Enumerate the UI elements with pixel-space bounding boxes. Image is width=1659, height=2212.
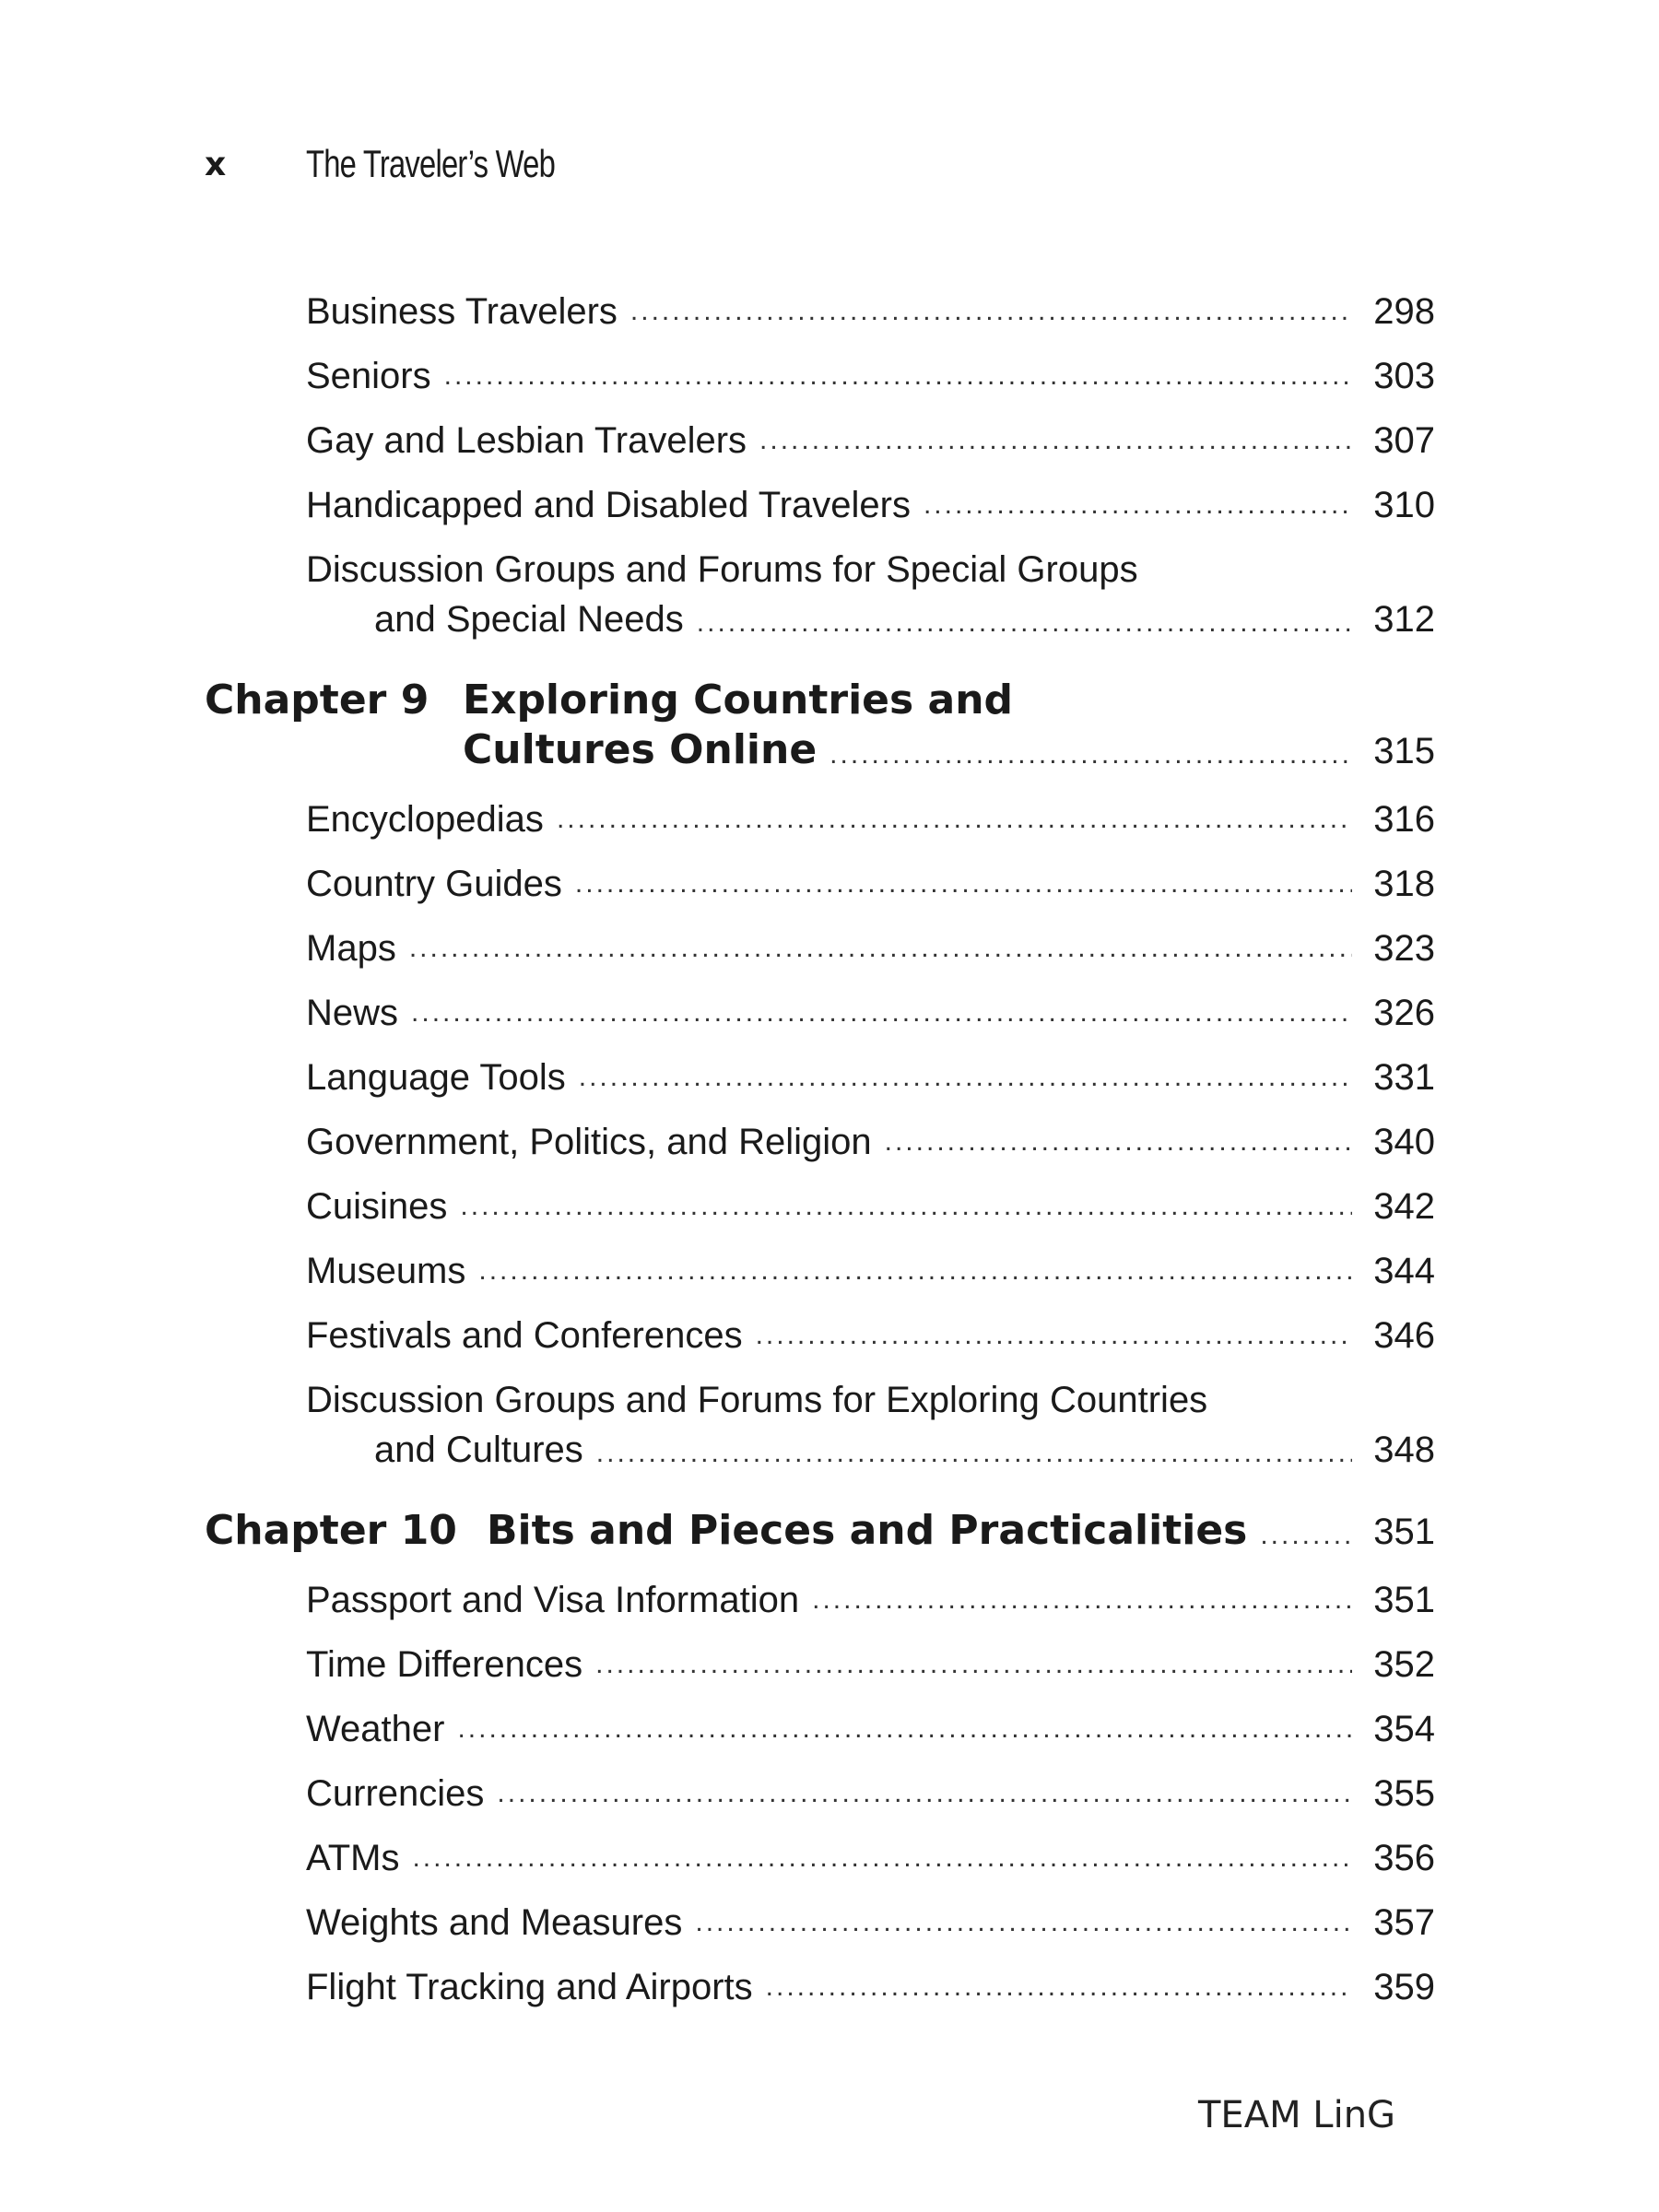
chapter-page: 351 (1373, 1512, 1435, 1552)
toc-entry-label: Weights and Measures (306, 1902, 683, 1943)
dot-leader (924, 480, 1352, 530)
toc-entry-page: 340 (1373, 1122, 1435, 1162)
toc-entry-page: 359 (1373, 1967, 1435, 2007)
toc-entry (205, 909, 1435, 973)
toc-entry-page: 352 (1373, 1644, 1435, 1685)
toc-entry (205, 1296, 1435, 1360)
toc-entry-label: Time Differences (306, 1644, 583, 1685)
chapter-title: Bits and Pieces and Practicalities (487, 1507, 1248, 1554)
dot-leader (497, 1769, 1352, 1818)
toc-entry (205, 1102, 1435, 1167)
toc-entry-page: 356 (1373, 1838, 1435, 1878)
toc-entry-label: Cuisines (306, 1186, 448, 1227)
dot-leader (478, 1246, 1352, 1296)
toc-entry-page: 318 (1373, 864, 1435, 904)
toc-entry (205, 1167, 1435, 1231)
toc-entry-label: ATMs (306, 1838, 400, 1878)
toc-entry-label: Handicapped and Disabled Travelers (306, 485, 911, 525)
toc-entry (205, 1883, 1435, 1947)
toc-entry-page: 357 (1373, 1902, 1435, 1943)
dot-leader (595, 1640, 1352, 1689)
chapter-title: Exploring Countries and (463, 677, 1014, 724)
dot-leader (575, 859, 1352, 909)
toc-entry (205, 1818, 1435, 1883)
toc-entry-label: Seniors (306, 356, 431, 396)
toc-entry-page: 355 (1373, 1773, 1435, 1814)
chapter-heading (205, 648, 1435, 780)
dot-leader (885, 1117, 1352, 1167)
toc-entry-label-continued: and Cultures (374, 1430, 583, 1470)
dot-leader (444, 351, 1352, 401)
toc-entry-label: Gay and Lesbian Travelers (306, 420, 747, 461)
toc-entry-multiline (205, 530, 1435, 648)
toc-entry-page: 354 (1373, 1709, 1435, 1749)
chapter-page: 315 (1373, 731, 1435, 771)
dot-leader (457, 1704, 1352, 1754)
toc-entry-page: 316 (1373, 799, 1435, 840)
toc-entry-page: 351 (1373, 1580, 1435, 1620)
dot-leader (412, 1833, 1352, 1883)
toc-entry-page: 326 (1373, 993, 1435, 1033)
dot-leader (596, 1429, 1352, 1478)
toc-entry-page: 298 (1373, 291, 1435, 332)
toc-entry-page: 342 (1373, 1186, 1435, 1227)
chapter-heading (205, 1478, 1435, 1560)
toc-entry (205, 336, 1435, 401)
toc-entry-page: 331 (1373, 1057, 1435, 1098)
toc-entry-page: 346 (1373, 1315, 1435, 1356)
toc-entry-label: Maps (306, 928, 396, 969)
dot-leader (409, 924, 1352, 973)
toc-entry-page: 310 (1373, 485, 1435, 525)
dot-leader (766, 1962, 1352, 2012)
toc-entry-label: Passport and Visa Information (306, 1580, 800, 1620)
toc-entry (205, 1625, 1435, 1689)
toc-entry-page: 348 (1373, 1430, 1435, 1470)
dot-leader (759, 416, 1352, 465)
toc-entry-multiline (205, 1360, 1435, 1478)
toc-entry-label: Weather (306, 1709, 445, 1749)
toc-entry (205, 272, 1435, 336)
dot-leader (756, 1311, 1352, 1360)
toc-entry (205, 973, 1435, 1038)
dot-leader (579, 1053, 1352, 1102)
toc-entry-label: Festivals and Conferences (306, 1315, 743, 1356)
toc-entry-label: Business Travelers (306, 291, 618, 332)
dot-leader (557, 794, 1352, 844)
toc-entry-page: 303 (1373, 356, 1435, 396)
toc-entry-label: Flight Tracking and Airports (306, 1967, 753, 2007)
dot-leader (630, 287, 1352, 336)
toc-entry-label: Currencies (306, 1773, 485, 1814)
chapter-number: Chapter 9 (205, 677, 429, 724)
toc-entry (205, 1231, 1435, 1296)
toc-entry-label: News (306, 993, 399, 1033)
table-of-contents (205, 272, 1435, 2012)
toc-entry-page: 312 (1373, 599, 1435, 640)
toc-entry (205, 401, 1435, 465)
dot-leader (695, 1898, 1352, 1947)
toc-entry (205, 1689, 1435, 1754)
toc-entry (205, 1038, 1435, 1102)
toc-entry-label: Discussion Groups and Forums for Special Groups (306, 549, 1138, 590)
toc-entry-label-continued: and Special Needs (374, 599, 684, 640)
toc-entry-label: Museums (306, 1251, 466, 1291)
dot-leader (830, 730, 1352, 780)
toc-entry (205, 780, 1435, 844)
dot-leader (1260, 1511, 1352, 1560)
toc-entry-label: Discussion Groups and Forums for Exploring Countries (306, 1380, 1208, 1420)
toc-entry (205, 844, 1435, 909)
running-head (205, 136, 625, 192)
toc-entry-label: Encyclopedias (306, 799, 544, 840)
page-folio: x (205, 145, 227, 183)
chapter-number: Chapter 10 (205, 1507, 457, 1554)
book-title: The Traveler’s Web (306, 142, 556, 185)
toc-entry-page: 307 (1373, 420, 1435, 461)
toc-entry (205, 1754, 1435, 1818)
toc-entry (205, 1560, 1435, 1625)
dot-leader (411, 988, 1352, 1038)
dot-leader (697, 598, 1352, 648)
toc-entry-label: Language Tools (306, 1057, 566, 1098)
toc-entry-label: Country Guides (306, 864, 562, 904)
toc-entry (205, 1947, 1435, 2012)
toc-entry (205, 465, 1435, 530)
footer-watermark: TEAM LinG (1198, 2094, 1396, 2136)
toc-entry-page: 344 (1373, 1251, 1435, 1291)
toc-entry-page: 323 (1373, 928, 1435, 969)
toc-entry-label: Government, Politics, and Religion (306, 1122, 872, 1162)
chapter-title-continued: Cultures Online (463, 726, 818, 773)
dot-leader (812, 1575, 1352, 1625)
dot-leader (460, 1182, 1352, 1231)
